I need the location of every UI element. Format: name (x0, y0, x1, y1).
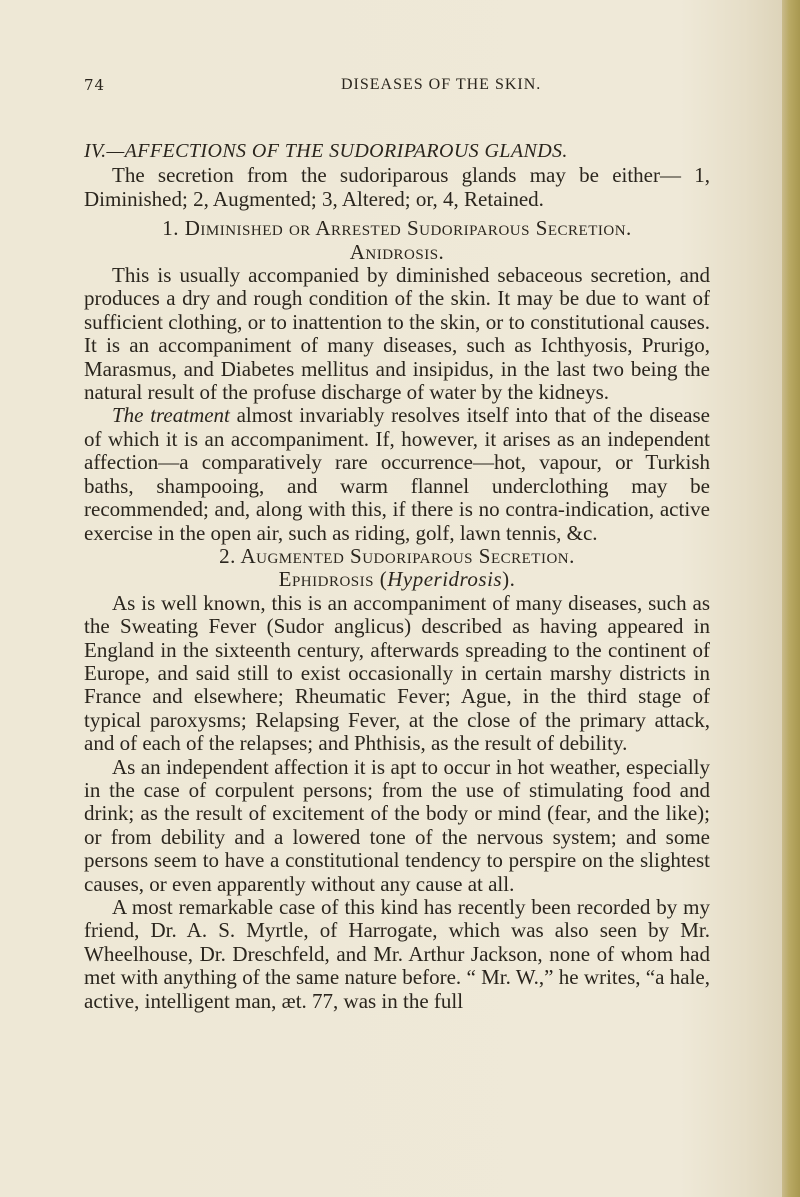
section-title: IV.—AFFECTIONS OF THE SUDORIPAROUS GLANDS. (84, 140, 568, 162)
subsection-2-paragraph-1: As is well known, this is an accompaniment of many diseases, such as the Sweating Fever (Sudor anglicus) described as having appeared in England in the sixteenth century, afterwards spreading to the continent of Europe, and said still to exist occasionally in certain marshy districts in France and elsewhere; Rheumatic Fever; Ague, in the third stage of typical paroxysms; Relapsing Fever, at the close of the primary attack, and of each of the relapses; and Phthisis, as the result of debility. (84, 590, 710, 756)
ephidrosis-label: Ephidrosis ( (278, 567, 388, 592)
subsection-1-paragraph-1: This is usually accompanied by diminished sebaceous secretion, and produces a dry and rough condition of the skin. It may be due to want of sufficient clothing, or to inattention to the skin, or to constitutional causes. It is an accompaniment of many diseases, such as Ichthyosis, Prurigo, Marasmus, and Diabetes mellitus and insipidus, in the last two being the natural result of the profuse discharge of water by the kidneys. (84, 263, 710, 405)
treatment-italic: The treatment (112, 403, 230, 428)
subsection-1-paragraph-2 (84, 404, 710, 544)
name-close: ). (502, 567, 516, 592)
subsection-2-name (84, 568, 710, 591)
hyperidrosis-italic: Hyperidrosis (387, 567, 503, 592)
treatment-text: almost invariably resolves itself into that of the disease of which it is an accompaniment. If, however, it arises as an independent affection—a comparatively rare occurrence—hot, vapour, or Turkish baths, shampooing, and warm flannel underclothing may be recommended; and, along with this, if there is no contra-indication, active exercise in the open air, such as riding, golf, lawn tennis, &c. (84, 403, 710, 545)
page-number: 74 (84, 76, 106, 94)
subsection-1-heading: 1. Diminished or Arrested Sudoriparous Secretion. (162, 216, 632, 241)
subsection-2-paragraph-2: As an independent affection it is apt to occur in hot weather, especially in the case of corpulent persons; from the use of stimulating food and drink; as the result of excitement of the body or mind (fear, and the like); or from debility and a lowered tone of the nervous system; and some persons seem to have a constitutional tendency to perspire on the slightest causes, or even apparently without any cause at all. (84, 754, 710, 896)
running-title: DISEASES OF THE SKIN. (341, 76, 542, 93)
subsection-2-heading: 2. Augmented Sudoriparous Secretion. (219, 543, 575, 568)
intro-paragraph: The secretion from the sudoriparous glands may be either— 1, Diminished; 2, Augmented; 3, Altered; or, 4, Retained. (84, 163, 710, 211)
subsection-1-name: Anidrosis. (349, 239, 445, 264)
page-edge (782, 0, 800, 1197)
body-text (84, 140, 710, 1013)
subsection-2-paragraph-3: A most remarkable case of this kind has recently been recorded by my friend, Dr. A. S. Myrtle, of Harrogate, which was also seen by Mr. Wheelhouse, Dr. Dreschfeld, and Mr. Arthur Jackson, none of whom had met with anything of the same nature before. “ Mr. W.,” he writes, “a hale, active, intelligent man, æt. 77, was in the full (84, 895, 710, 1013)
